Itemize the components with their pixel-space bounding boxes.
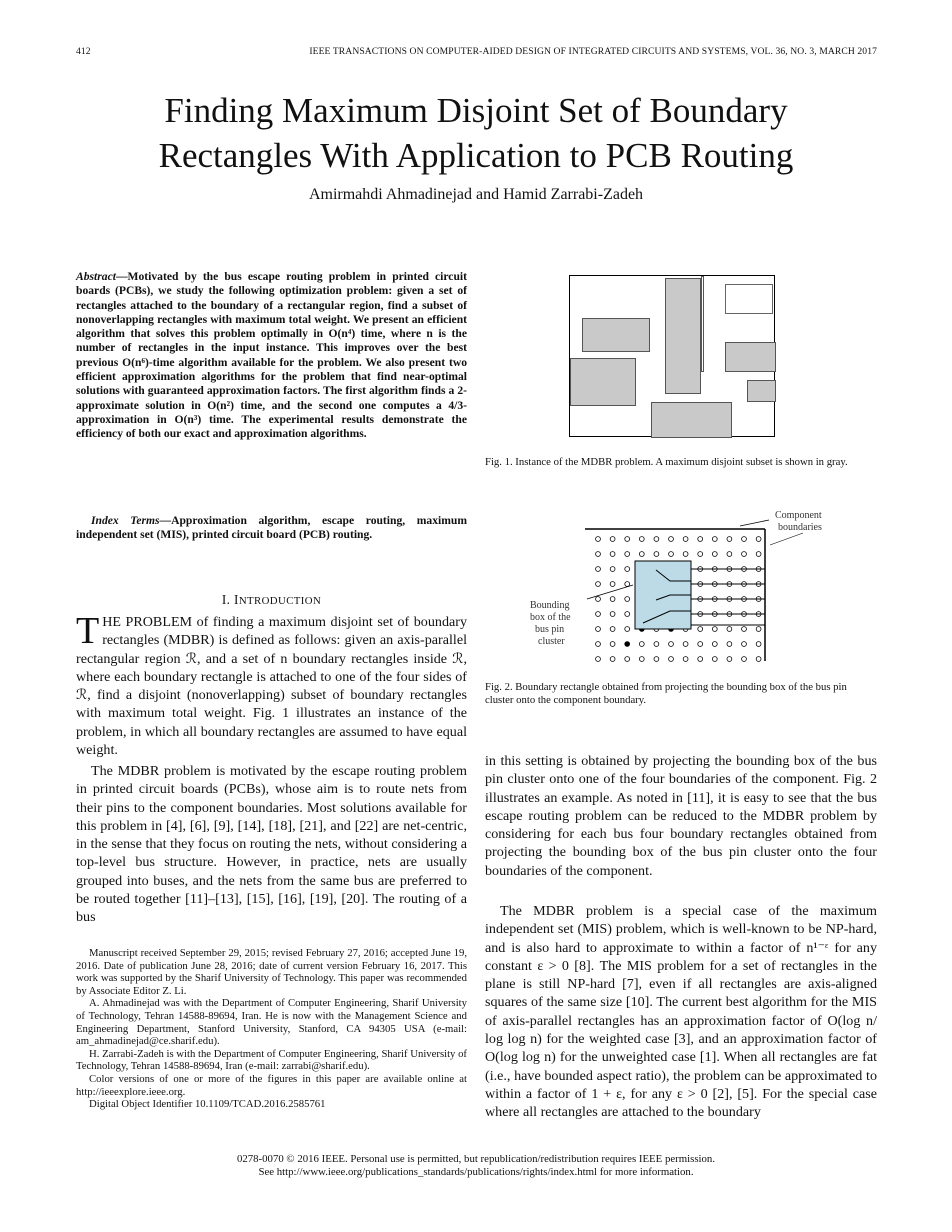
pin [698,657,703,662]
index-terms-text: —Approximation algorithm, escape routing, maximum independent set (MIS), printed circuit board (PCB) routing. [76,514,467,542]
label-bounding: Bounding [530,600,570,611]
drop-cap: T [76,610,100,652]
abstract [76,270,467,442]
pin [610,657,615,662]
intro-paragraph-2: The MDBR problem is motivated by the escape routing problem in printed circuit boards (PCBs), whose aim is to route nets from their pins to the component boundaries. Most solutions available for this problem in [4], [6], [9], [14], [18], [21], and [22] are net-centric, in the sense that they focus on routing the nets, without considering a top-level bus structure. However, in practice, nets are usually grouped into buses, and the nets from the same bus are preferred to be routed together [11]–[13], [15], [16], [19], [20]. The routing of a bus [76,763,467,926]
pin [625,612,630,617]
pin [654,657,659,662]
bus-pin [625,642,630,647]
abstract-label: Abstract [76,270,116,283]
index-terms [76,514,467,543]
pin [610,642,615,647]
gray-rectangle [570,358,636,406]
pin [610,582,615,587]
pin [610,552,615,557]
figure-1-diagram [569,275,775,437]
pin [698,627,703,632]
pin [596,627,601,632]
title-line-2: Rectangles With Application to PCB Routing [158,136,794,175]
footnote-author-2: H. Zarrabi-Zadeh is with the Department of Computer Engineering, Sharif University of Technology, Tehran 14588-89694, Iran (e-mail: zarrabi@sharif.edu). [76,1047,467,1073]
gray-rectangle [747,380,776,402]
pin [727,642,732,647]
pin [639,537,644,542]
pin [639,642,644,647]
pin [698,642,703,647]
footnote-manuscript: Manuscript received September 29, 2015; revised February 27, 2016; accepted June 19, 2016. Date of publication June 28, 2016; date of current version February 16, 2017. This work was supported by the Sharif University of Technology. This paper was recommended by Associate Editor Z. Li. [76,947,467,997]
gray-rectangle [582,318,650,352]
pin [596,612,601,617]
page-number: 412 [76,46,91,57]
gray-rectangle [665,278,701,394]
pin [727,657,732,662]
pin [756,552,761,557]
pin [742,657,747,662]
index-terms-label: Index Terms [91,514,160,527]
pin [712,657,717,662]
copyright-notice: 0278-0070 © 2016 IEEE. Personal use is permitted, but republication/redistribution requires IEEE permission. See http://www.ieee.org/publications_standards/publications/rights/index.html for more information. [236,1153,716,1178]
pin [712,627,717,632]
pin [742,537,747,542]
pin [698,537,703,542]
gray-rectangle [651,402,732,438]
pin [669,642,674,647]
pin [669,552,674,557]
gray-rectangle [725,284,773,314]
pin [610,537,615,542]
pin [756,642,761,647]
pin [625,552,630,557]
pin [625,627,630,632]
pin [727,552,732,557]
footnote-author-1: A. Ahmadinejad was with the Department of Computer Engineering, Sharif University of Technology, Tehran 14588-89694, Iran. He is now with the Management Science and Engineering Department, Stanford University, Stanford, CA 94305 USA (e-mail: am_ahmadinejad@ce.sharif.edu). [76,997,467,1048]
figure-1-caption: Fig. 1. Instance of the MDBR problem. A maximum disjoint subset is shown in gray. [485,456,848,468]
paper-title [60,88,892,178]
label-boundaries: boundaries [778,522,822,533]
pin [596,552,601,557]
pin [654,552,659,557]
footnote-doi: Digital Object Identifier 10.1109/TCAD.2016.2585761 [89,1098,326,1111]
figure-2-diagram [525,505,875,665]
pin [596,642,601,647]
pin [727,537,732,542]
pin [669,657,674,662]
pin [698,552,703,557]
title-line-1: Finding Maximum Disjoint Set of Boundary [164,91,788,130]
pin [625,657,630,662]
right-paragraph-2: The MDBR problem is a special case of the maximum independent set (MIS) problem, which is well-known to be NP-hard, and is also hard to approximate to within a factor of n¹⁻ᵋ for any constant ε > 0 [8]. The MIS problem for a set of rectangles in the plane is still NP-hard [7], even if all rectangles are axis-aligned squares of the same size [10]. The current best algorithm for the MIS of axis-parallel rectangles has an approximation factor of O(log n/ log log n) for the weighted case [3], and an approximation factor of O(log log n) for the unweighted case [1]. When all rectangles are fat (i.e., have bounded aspect ratio), the problem can be approximated to within a factor of 1 + ε, for any ε > 0 [2], [5]. For the special case where all rectangles are attached to the boundary [485,903,877,1121]
authors: Amirmahdi Ahmadinejad and Hamid Zarrabi-Zadeh [308,186,644,203]
pin [756,627,761,632]
footnote-color: Color versions of one or more of the figures in this paper are available online at http://ieeexplore.ieee.org. [76,1072,467,1098]
pin [625,567,630,572]
label-box-of-the: box of the [530,612,571,623]
running-head: IEEE TRANSACTIONS ON COMPUTER-AIDED DESIGN OF INTEGRATED CIRCUITS AND SYSTEMS, VOL. 36, NO. 3, MARCH 2017 [309,46,877,57]
label-cluster: cluster [538,636,565,647]
right-paragraph-1: in this setting is obtained by projecting the bounding box of the bus pin cluster onto one of the four boundaries of the component. Fig. 2 illustrates an example. As noted in [11], it is easy to see that the bus escape routing problem can be reduced to the MDBR problem by considering for each bus four boundary rectangles obtained from projecting the bounding box of the bus pin cluster onto the four boundaries of the component. [485,753,877,879]
pin [683,642,688,647]
pin [639,552,644,557]
pin [610,627,615,632]
gray-rectangle [725,342,776,372]
section-heading-introduction: I. INTRODUCTION [221,592,322,607]
pin [596,597,601,602]
pin [625,582,630,587]
label-bus-pin: bus pin [535,624,565,635]
pin [683,552,688,557]
pin [727,627,732,632]
intro-paragraph-1: THE PROBLEM of finding a maximum disjoint set of boundary rectangles (MDBR) is defined as follows: given an axis-parallel rectangular region ℛ, and a set of n boundary rectangles inside ℛ, where each boundary rectangle is attached to one of the four sides of ℛ, find a disjoint (nonoverlapping) subset of boundary rectangles with maximum total weight. Fig. 1 illustrates an instance of the problem, in which all boundary rectangles are assumed to have equal weight. [76,610,467,759]
pin [654,642,659,647]
pin [596,657,601,662]
label-component: Component [775,510,822,521]
pin [596,537,601,542]
pin [756,537,761,542]
figure-2-caption: Fig. 2. Boundary rectangle obtained from projecting the bounding box of the bus pin cluster onto the component boundary. [485,681,847,706]
pin [596,582,601,587]
pin [712,642,717,647]
pin [742,642,747,647]
pin [625,597,630,602]
pin [654,537,659,542]
pin [625,537,630,542]
pin [742,627,747,632]
pin [610,597,615,602]
pin [596,567,601,572]
pin [683,537,688,542]
white-rectangle [701,276,704,372]
pin [639,657,644,662]
pin [683,657,688,662]
abstract-text: —Motivated by the bus escape routing problem in printed circuit boards (PCBs), we study the following optimization problem: given a set of rectangles attached to the boundary of a rectangular region, find a subset of nonoverlapping rectangles with maximum total weight. We present an efficient algorithm that solves this problem optimally in O(n⁴) time, where n is the number of rectangles in the input instance. This improves over the best previous O(n⁶)-time algorithm available for the problem. We also present two efficient approximation algorithms for the problem that find near-optimal solutions with guaranteed approximation factors. The first algorithm finds a 2-approximate solution in O(n²) time, and the second one computes a 4/3-approximation in O(n³) time. The experimental results demonstrate the efficiency of both our exact and approximation algorithms. [76,270,467,441]
pin [610,612,615,617]
pin [669,537,674,542]
pin [756,657,761,662]
pin [742,552,747,557]
pin [610,567,615,572]
pin [712,537,717,542]
pin [712,552,717,557]
footnote [76,947,467,1111]
